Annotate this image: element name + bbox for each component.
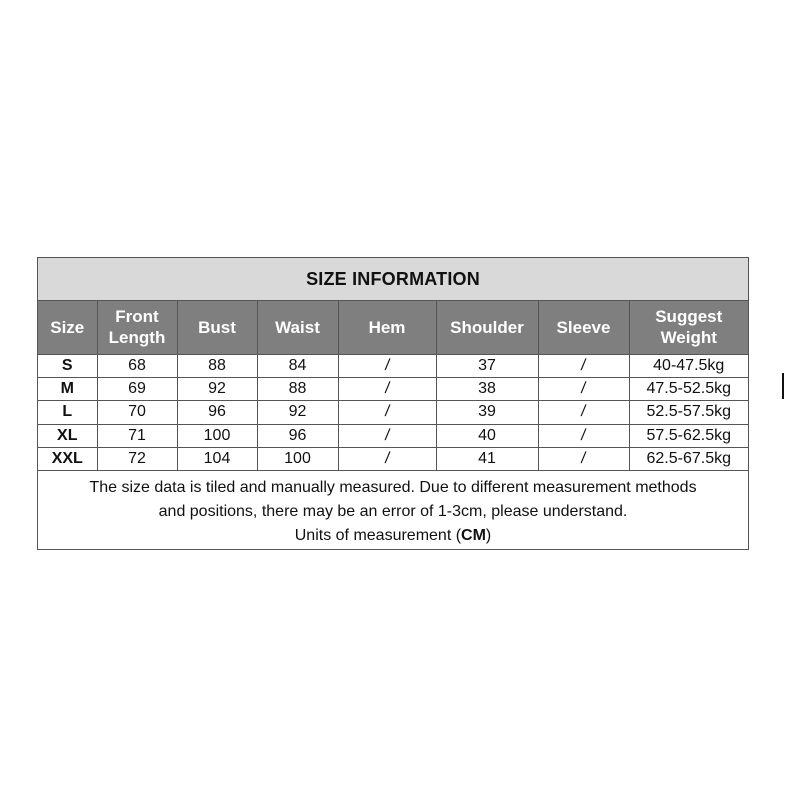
hem-cell [338, 354, 436, 377]
size-table [38, 301, 748, 471]
sleeve-cell [538, 424, 629, 447]
shoulder-cell: 40 [436, 424, 538, 447]
note-line-2: and positions, there may be an error of 1-3cm, please understand. [158, 503, 628, 521]
suggest-weight-cell: 62.5-67.5kg [629, 448, 748, 471]
hem-value: / [383, 380, 391, 398]
table-row [38, 448, 748, 471]
measurement-note [38, 471, 748, 548]
shoulder-cell: 37 [436, 354, 538, 377]
hem-cell [338, 377, 436, 400]
hem-value: / [383, 426, 391, 444]
front-length-cell: 72 [97, 448, 177, 471]
note-line-3 [38, 524, 748, 548]
suggest-weight-cell: 52.5-57.5kg [629, 401, 748, 424]
sleeve-cell [538, 401, 629, 424]
hem-value: / [383, 356, 391, 374]
table-row [38, 377, 748, 400]
sleeve-cell [538, 377, 629, 400]
waist-cell: 96 [257, 424, 338, 447]
hem-value: / [383, 403, 391, 421]
table-row [38, 424, 748, 447]
waist-cell: 92 [257, 401, 338, 424]
column-header-waist: Waist [257, 301, 338, 354]
size-chart-title: SIZE INFORMATION [38, 258, 748, 301]
sleeve-value: / [580, 403, 587, 421]
sleeve-value: / [580, 380, 587, 398]
front-length-cell: 70 [97, 401, 177, 424]
column-header-shoulder: Shoulder [436, 301, 538, 354]
waist-cell: 84 [257, 354, 338, 377]
waist-cell: 100 [257, 448, 338, 471]
size-cell: L [38, 401, 97, 424]
shoulder-cell: 39 [436, 401, 538, 424]
hem-value: / [383, 450, 391, 468]
size-cell: XL [38, 424, 97, 447]
column-header-bust: Bust [177, 301, 257, 354]
shoulder-cell: 41 [436, 448, 538, 471]
front-length-cell: 69 [97, 377, 177, 400]
column-header-sleeve: Sleeve [538, 301, 629, 354]
column-header-front-length [97, 301, 177, 354]
size-cell: S [38, 354, 97, 377]
bust-cell: 100 [177, 424, 257, 447]
hem-cell [338, 424, 436, 447]
note-units-value: CM [461, 527, 486, 545]
hem-cell [338, 448, 436, 471]
note-line-1: The size data is tiled and manually measured. Due to different measurement methods [89, 479, 697, 497]
column-header-hem: Hem [338, 301, 436, 354]
note-units-suffix: ) [485, 527, 492, 545]
suggest-weight-cell: 47.5-52.5kg [629, 377, 748, 400]
suggest-weight-cell: 40-47.5kg [629, 354, 748, 377]
size-cell: XXL [38, 448, 97, 471]
edge-line-mark [782, 373, 784, 399]
table-row [38, 354, 748, 377]
table-row [38, 401, 748, 424]
column-header-size: Size [38, 301, 97, 354]
suggest-weight-cell: 57.5-62.5kg [629, 424, 748, 447]
sleeve-value: / [580, 356, 587, 374]
bust-cell: 96 [177, 401, 257, 424]
front-length-cell: 68 [97, 354, 177, 377]
waist-cell: 88 [257, 377, 338, 400]
header-row [38, 301, 748, 354]
bust-cell: 92 [177, 377, 257, 400]
column-header-suggest-weight [629, 301, 748, 354]
sleeve-cell [538, 448, 629, 471]
hem-cell [338, 401, 436, 424]
shoulder-cell: 38 [436, 377, 538, 400]
sleeve-value: / [580, 450, 587, 468]
bust-cell: 104 [177, 448, 257, 471]
sleeve-cell [538, 354, 629, 377]
note-units-prefix: Units of measurement ( [294, 527, 462, 545]
column-header-front-length-label: Front Length [108, 307, 166, 348]
size-cell: M [38, 377, 97, 400]
sleeve-value: / [580, 426, 587, 444]
column-header-suggest-weight-label: Suggest Weight [655, 307, 723, 348]
bust-cell: 88 [177, 354, 257, 377]
size-chart [37, 257, 749, 550]
front-length-cell: 71 [97, 424, 177, 447]
